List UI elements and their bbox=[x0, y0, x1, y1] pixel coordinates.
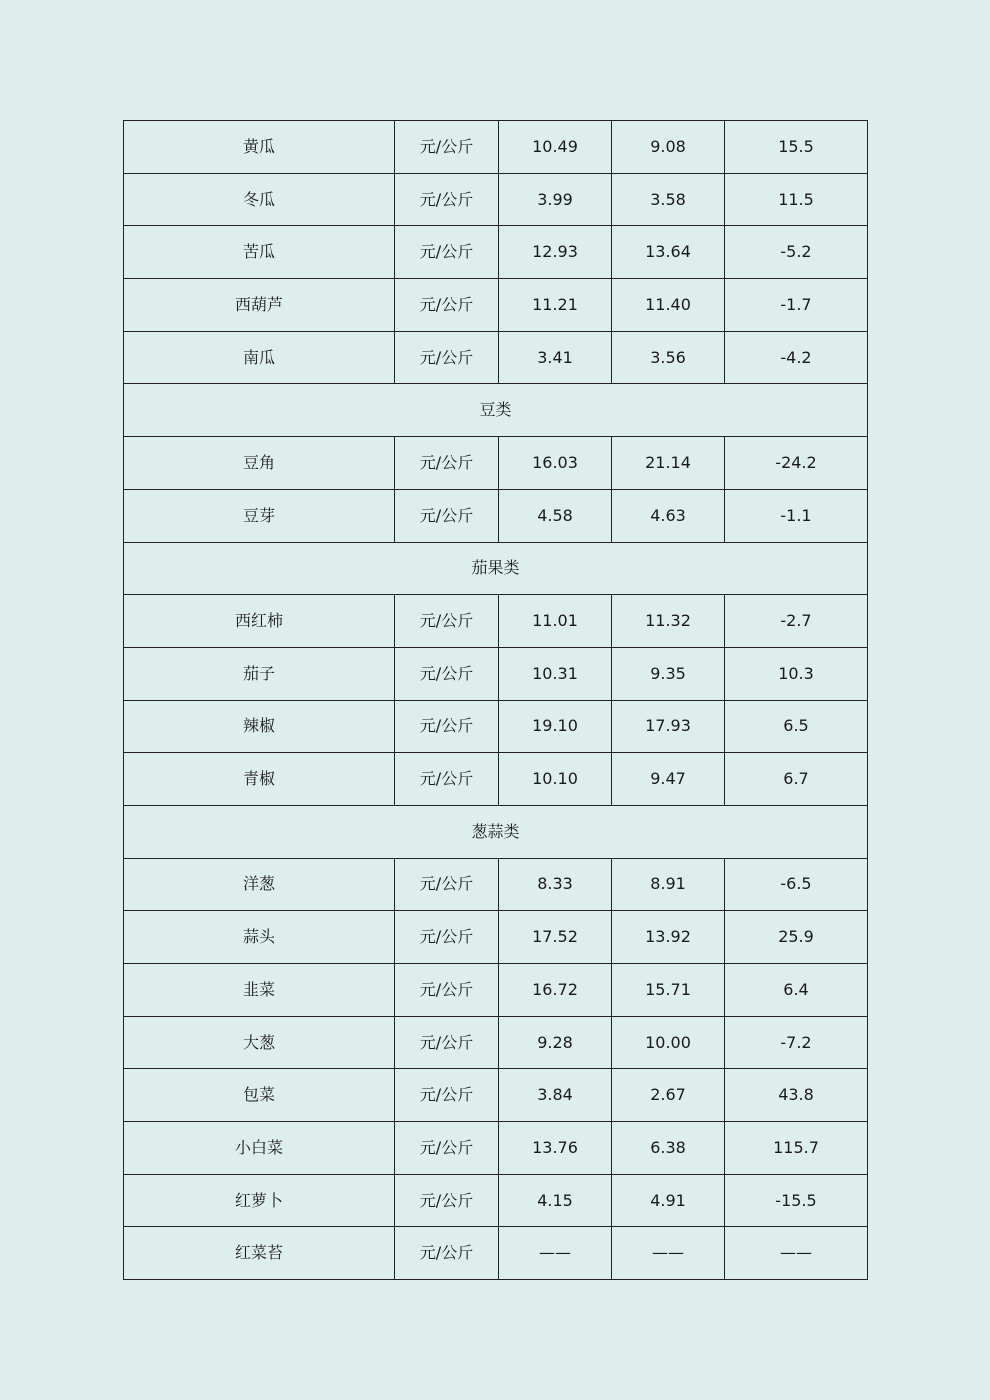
table-row bbox=[124, 489, 868, 542]
change-percent-cell: -2.7 bbox=[725, 595, 868, 648]
unit-cell: 元/公斤 bbox=[395, 1016, 499, 1069]
unit-cell: 元/公斤 bbox=[395, 331, 499, 384]
current-price-cell: 10.10 bbox=[499, 753, 612, 806]
change-percent-cell: —— bbox=[725, 1227, 868, 1280]
current-price-cell: 10.49 bbox=[499, 121, 612, 174]
item-name-cell: 西葫芦 bbox=[124, 279, 395, 332]
current-price-cell: 9.28 bbox=[499, 1016, 612, 1069]
item-name-cell: 豆芽 bbox=[124, 489, 395, 542]
item-name-cell: 红菜苔 bbox=[124, 1227, 395, 1280]
previous-price-cell: 9.47 bbox=[612, 753, 725, 806]
table-row bbox=[124, 964, 868, 1017]
previous-price-cell: 9.35 bbox=[612, 647, 725, 700]
previous-price-cell: 4.63 bbox=[612, 489, 725, 542]
current-price-cell: 3.84 bbox=[499, 1069, 612, 1122]
item-name-cell: 茄子 bbox=[124, 647, 395, 700]
item-name-cell: 大葱 bbox=[124, 1016, 395, 1069]
item-name-cell: 青椒 bbox=[124, 753, 395, 806]
item-name-cell: 豆角 bbox=[124, 437, 395, 490]
table-row bbox=[124, 911, 868, 964]
current-price-cell: 4.58 bbox=[499, 489, 612, 542]
change-percent-cell: 11.5 bbox=[725, 173, 868, 226]
item-name-cell: 南瓜 bbox=[124, 331, 395, 384]
change-percent-cell: -24.2 bbox=[725, 437, 868, 490]
previous-price-cell: 10.00 bbox=[612, 1016, 725, 1069]
change-percent-cell: 6.7 bbox=[725, 753, 868, 806]
current-price-cell: 11.21 bbox=[499, 279, 612, 332]
table-row bbox=[124, 1122, 868, 1175]
unit-cell: 元/公斤 bbox=[395, 1122, 499, 1175]
change-percent-cell: -5.2 bbox=[725, 226, 868, 279]
current-price-cell: 3.99 bbox=[499, 173, 612, 226]
category-row bbox=[124, 384, 868, 437]
previous-price-cell: 6.38 bbox=[612, 1122, 725, 1175]
table-row bbox=[124, 858, 868, 911]
table-row bbox=[124, 279, 868, 332]
previous-price-cell: 3.56 bbox=[612, 331, 725, 384]
current-price-cell: 11.01 bbox=[499, 595, 612, 648]
previous-price-cell: 8.91 bbox=[612, 858, 725, 911]
unit-cell: 元/公斤 bbox=[395, 753, 499, 806]
category-label: 豆类 bbox=[124, 384, 868, 437]
previous-price-cell: 3.58 bbox=[612, 173, 725, 226]
item-name-cell: 洋葱 bbox=[124, 858, 395, 911]
unit-cell: 元/公斤 bbox=[395, 1227, 499, 1280]
table-row bbox=[124, 173, 868, 226]
table-row bbox=[124, 1174, 868, 1227]
change-percent-cell: -1.7 bbox=[725, 279, 868, 332]
current-price-cell: 10.31 bbox=[499, 647, 612, 700]
previous-price-cell: 2.67 bbox=[612, 1069, 725, 1122]
table-row bbox=[124, 753, 868, 806]
category-row bbox=[124, 805, 868, 858]
item-name-cell: 包菜 bbox=[124, 1069, 395, 1122]
change-percent-cell: -6.5 bbox=[725, 858, 868, 911]
unit-cell: 元/公斤 bbox=[395, 489, 499, 542]
change-percent-cell: -7.2 bbox=[725, 1016, 868, 1069]
current-price-cell: —— bbox=[499, 1227, 612, 1280]
current-price-cell: 4.15 bbox=[499, 1174, 612, 1227]
change-percent-cell: 115.7 bbox=[725, 1122, 868, 1175]
category-label: 葱蒜类 bbox=[124, 805, 868, 858]
table-row bbox=[124, 1069, 868, 1122]
change-percent-cell: -1.1 bbox=[725, 489, 868, 542]
item-name-cell: 黄瓜 bbox=[124, 121, 395, 174]
unit-cell: 元/公斤 bbox=[395, 964, 499, 1017]
table-row bbox=[124, 121, 868, 174]
unit-cell: 元/公斤 bbox=[395, 173, 499, 226]
previous-price-cell: 4.91 bbox=[612, 1174, 725, 1227]
table-row bbox=[124, 1227, 868, 1280]
item-name-cell: 苦瓜 bbox=[124, 226, 395, 279]
previous-price-cell: 21.14 bbox=[612, 437, 725, 490]
previous-price-cell: 9.08 bbox=[612, 121, 725, 174]
table-row bbox=[124, 331, 868, 384]
previous-price-cell: 13.64 bbox=[612, 226, 725, 279]
previous-price-cell: 15.71 bbox=[612, 964, 725, 1017]
item-name-cell: 小白菜 bbox=[124, 1122, 395, 1175]
current-price-cell: 8.33 bbox=[499, 858, 612, 911]
item-name-cell: 蒜头 bbox=[124, 911, 395, 964]
item-name-cell: 红萝卜 bbox=[124, 1174, 395, 1227]
previous-price-cell: 17.93 bbox=[612, 700, 725, 753]
unit-cell: 元/公斤 bbox=[395, 911, 499, 964]
change-percent-cell: 15.5 bbox=[725, 121, 868, 174]
change-percent-cell: 10.3 bbox=[725, 647, 868, 700]
category-label: 茄果类 bbox=[124, 542, 868, 595]
previous-price-cell: 11.32 bbox=[612, 595, 725, 648]
table-row bbox=[124, 700, 868, 753]
item-name-cell: 韭菜 bbox=[124, 964, 395, 1017]
unit-cell: 元/公斤 bbox=[395, 700, 499, 753]
current-price-cell: 12.93 bbox=[499, 226, 612, 279]
change-percent-cell: 43.8 bbox=[725, 1069, 868, 1122]
change-percent-cell: -4.2 bbox=[725, 331, 868, 384]
unit-cell: 元/公斤 bbox=[395, 437, 499, 490]
item-name-cell: 西红柿 bbox=[124, 595, 395, 648]
unit-cell: 元/公斤 bbox=[395, 279, 499, 332]
current-price-cell: 13.76 bbox=[499, 1122, 612, 1175]
unit-cell: 元/公斤 bbox=[395, 858, 499, 911]
previous-price-cell: —— bbox=[612, 1227, 725, 1280]
category-row bbox=[124, 542, 868, 595]
change-percent-cell: 6.5 bbox=[725, 700, 868, 753]
previous-price-cell: 13.92 bbox=[612, 911, 725, 964]
change-percent-cell: 25.9 bbox=[725, 911, 868, 964]
item-name-cell: 冬瓜 bbox=[124, 173, 395, 226]
price-table-body bbox=[124, 121, 868, 1280]
unit-cell: 元/公斤 bbox=[395, 647, 499, 700]
price-table bbox=[123, 120, 868, 1280]
item-name-cell: 辣椒 bbox=[124, 700, 395, 753]
unit-cell: 元/公斤 bbox=[395, 226, 499, 279]
unit-cell: 元/公斤 bbox=[395, 121, 499, 174]
current-price-cell: 3.41 bbox=[499, 331, 612, 384]
current-price-cell: 17.52 bbox=[499, 911, 612, 964]
table-row bbox=[124, 595, 868, 648]
unit-cell: 元/公斤 bbox=[395, 1069, 499, 1122]
table-row bbox=[124, 647, 868, 700]
current-price-cell: 19.10 bbox=[499, 700, 612, 753]
unit-cell: 元/公斤 bbox=[395, 595, 499, 648]
table-row bbox=[124, 1016, 868, 1069]
current-price-cell: 16.03 bbox=[499, 437, 612, 490]
previous-price-cell: 11.40 bbox=[612, 279, 725, 332]
unit-cell: 元/公斤 bbox=[395, 1174, 499, 1227]
change-percent-cell: -15.5 bbox=[725, 1174, 868, 1227]
table-row bbox=[124, 437, 868, 490]
current-price-cell: 16.72 bbox=[499, 964, 612, 1017]
table-row bbox=[124, 226, 868, 279]
change-percent-cell: 6.4 bbox=[725, 964, 868, 1017]
